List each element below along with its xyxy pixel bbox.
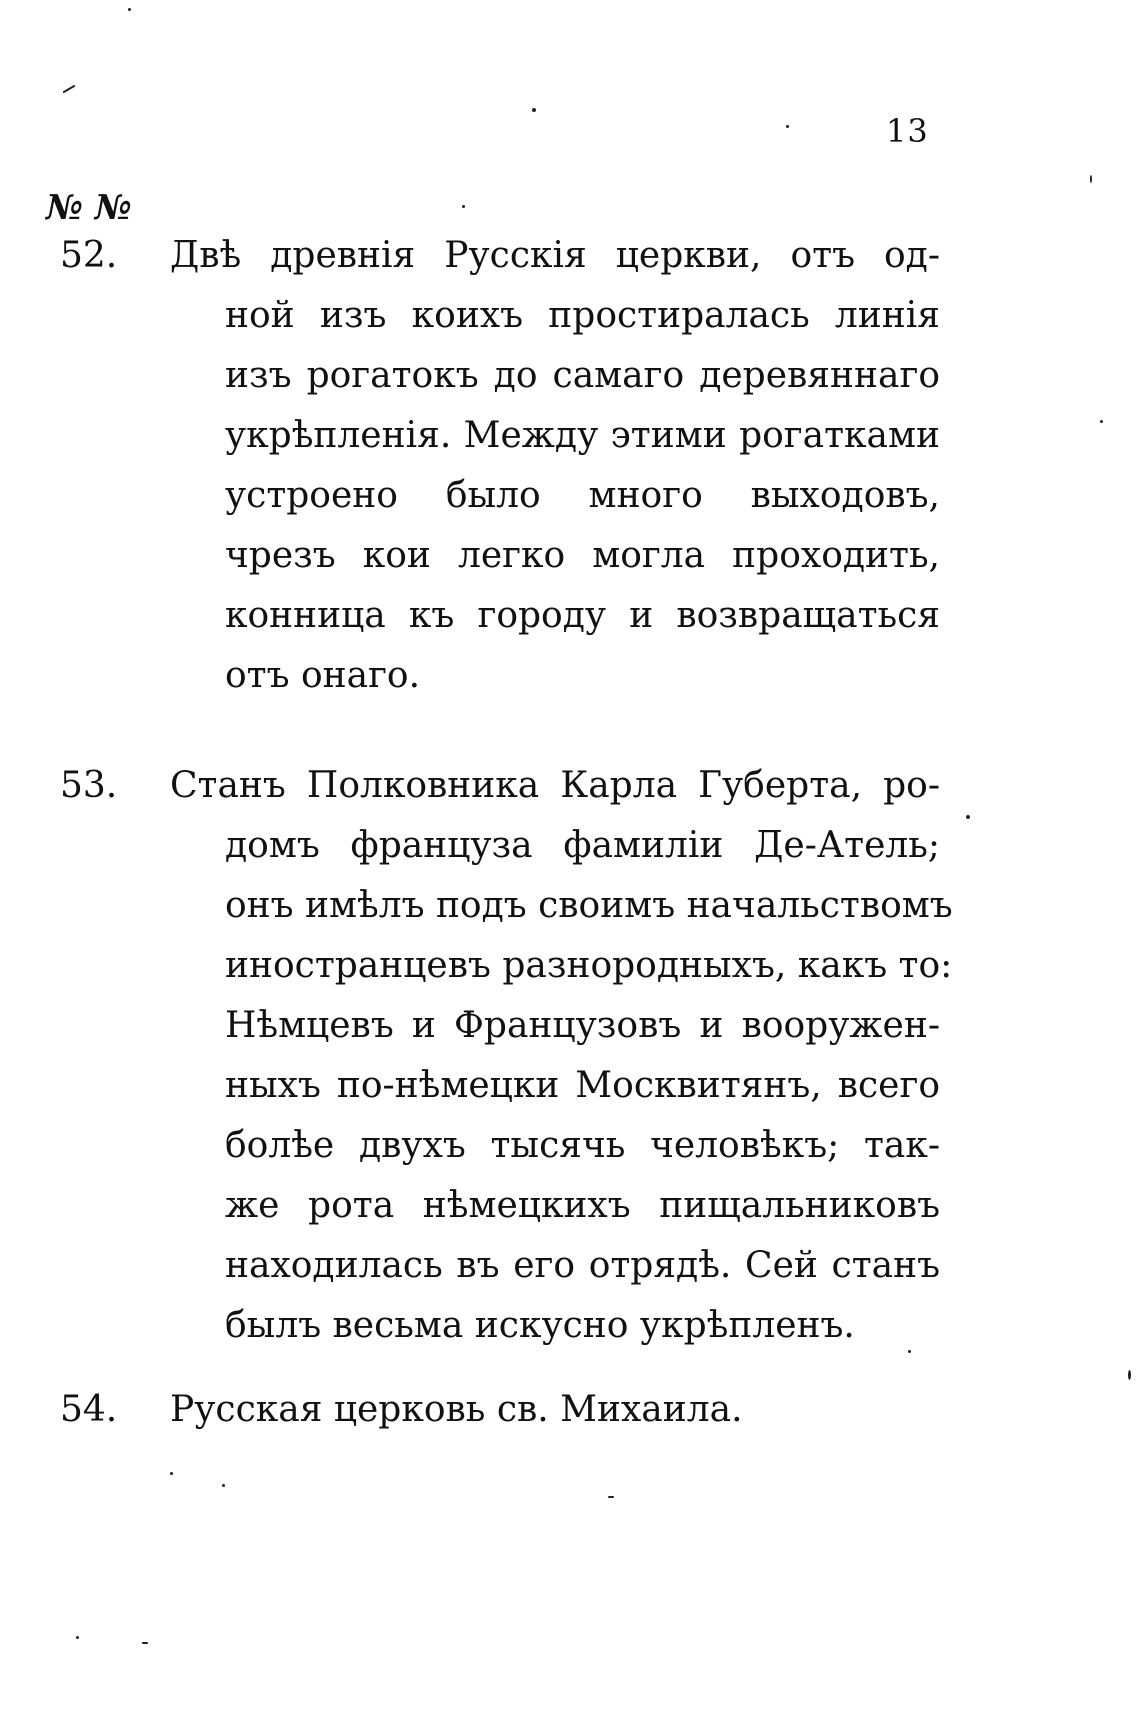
scan-speck	[76, 1636, 79, 1639]
text-line: болѣе двухъ тысячь человѣкъ; так-	[225, 1125, 940, 1166]
text-line: находилась въ его отрядѣ. Сей станъ	[225, 1245, 940, 1286]
entry-text	[170, 1380, 940, 1440]
text-line: онъ имѣлъ подъ своимъ начальствомъ	[225, 885, 953, 926]
text-line: былъ весьма искусно укрѣпленъ.	[225, 1305, 855, 1346]
scan-speck	[786, 125, 789, 128]
scan-speck	[1128, 1370, 1131, 1380]
text-line: иностранцевъ разнородныхъ, какъ то:	[225, 945, 953, 986]
text-line: укрѣпленія. Между этими рогатками	[225, 415, 940, 456]
text-line: домъ француза фамиліи Де-Атель;	[225, 825, 940, 866]
scan-speck	[1100, 420, 1103, 423]
entry-text	[170, 226, 940, 706]
scan-speck	[532, 108, 536, 112]
scan-speck	[142, 1642, 148, 1644]
scan-speck	[128, 8, 131, 11]
text-line: же рота нѣмецкихъ пищальниковъ	[225, 1185, 940, 1226]
scan-speck	[222, 1484, 225, 1487]
scan-speck	[462, 205, 465, 208]
scan-speck	[62, 85, 75, 94]
text-line: ныхъ по-нѣмецки Москвитянъ, всего	[225, 1065, 940, 1106]
text-line: Двѣ древнія Русскія церкви, отъ од-	[170, 235, 940, 276]
text-line: устроено было много выходовъ,	[225, 475, 940, 516]
text-line: изъ рогатокъ до самаго деревяннаго	[225, 355, 940, 396]
entry-number: 52.	[60, 235, 118, 276]
scan-speck	[1090, 175, 1092, 183]
text-line: Нѣмцевъ и Французовъ и вооружен-	[225, 1005, 940, 1046]
text-line: ной изъ коихъ простиралась линія	[225, 295, 940, 336]
scan-speck	[966, 815, 970, 819]
scan-speck	[908, 1350, 911, 1353]
entry-text	[170, 756, 953, 1356]
numero-heading: № №	[46, 188, 132, 228]
text-line: конница къ городу и возвращаться	[225, 595, 940, 636]
entry-number: 54.	[60, 1389, 118, 1430]
text-line: чрезъ кои легко могла проходить,	[225, 535, 940, 576]
text-line: Русская церковь св. Михаила.	[170, 1389, 743, 1430]
text-line: Станъ Полковника Карла Губерта, ро-	[170, 765, 940, 806]
scan-speck	[170, 1472, 173, 1475]
text-line: отъ онаго.	[225, 655, 421, 696]
page-number: 13	[886, 112, 929, 150]
scan-speck	[608, 1496, 614, 1498]
entry-number: 53.	[60, 765, 118, 806]
